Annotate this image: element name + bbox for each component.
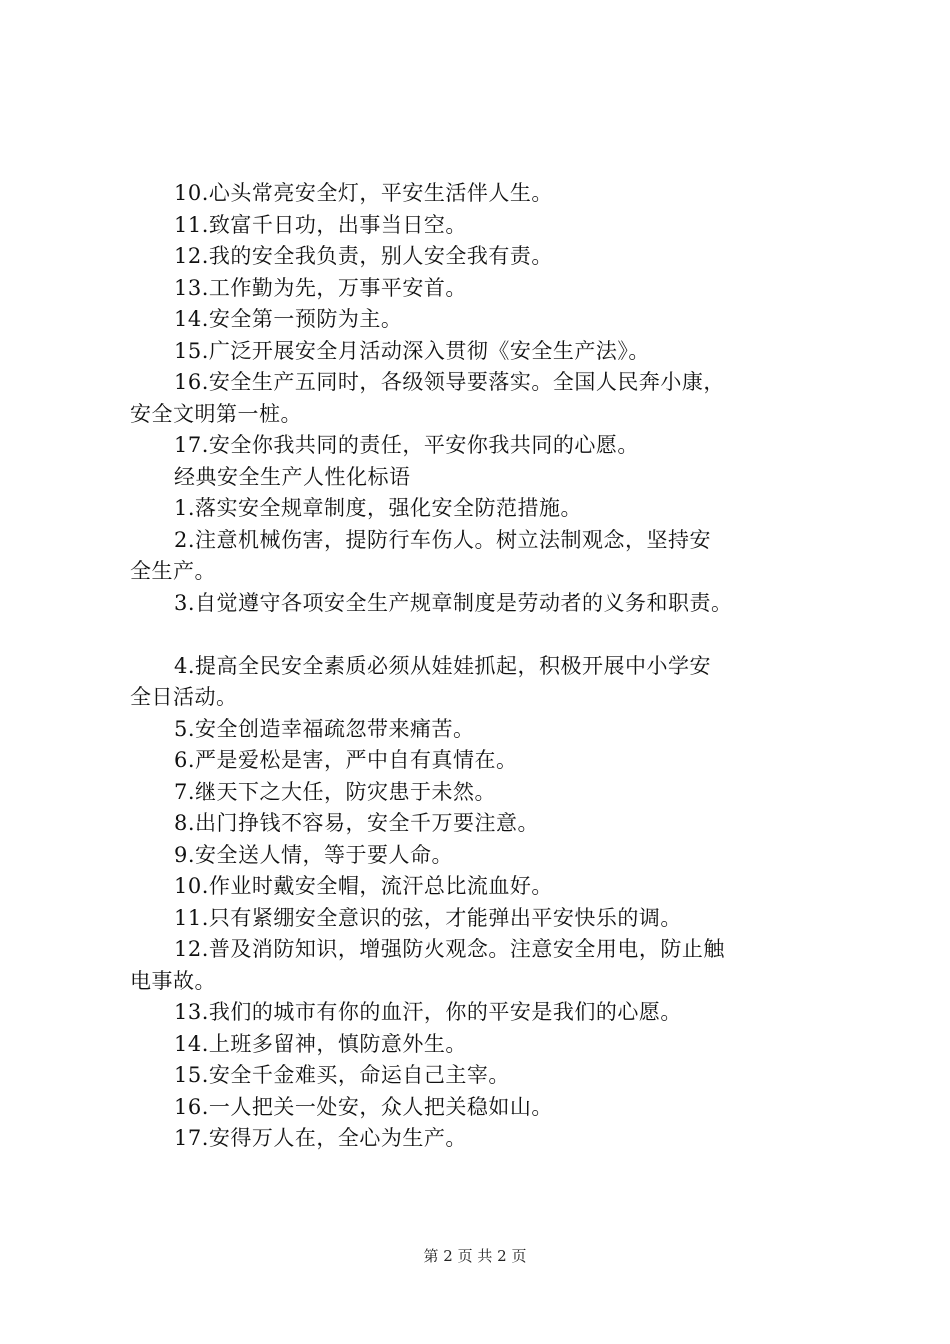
slogan-line: 1.落实安全规章制度，强化安全防范措施。 bbox=[174, 496, 583, 520]
slogan-line: 6.严是爱松是害，严中自有真情在。 bbox=[174, 748, 518, 772]
slogan-line: 7.继天下之大任，防灾患于未然。 bbox=[174, 779, 497, 804]
slogan-line: 2.注意机械伤害，提防行车伤人。树立法制观念，坚持安 bbox=[174, 527, 712, 552]
slogan-line: 13.我们的城市有你的血汗，你的平安是我们的心愿。 bbox=[174, 1000, 682, 1024]
slogan-line: 14.安全第一预防为主。 bbox=[174, 307, 403, 331]
slogan-line: 3.自觉遵守各项安全生产规章制度是劳动者的义务和职责。 bbox=[174, 590, 733, 615]
slogan-line: 9.安全送人情，等于要人命。 bbox=[174, 842, 454, 867]
slogan-line-continuation: 电事故。 bbox=[130, 968, 216, 993]
slogan-line: 4.提高全民安全素质必须从娃娃抓起，积极开展中小学安 bbox=[174, 653, 712, 678]
document-body bbox=[130, 178, 840, 1155]
blank-line bbox=[130, 619, 840, 651]
slogan-line: 8.出门挣钱不容易，安全千万要注意。 bbox=[174, 811, 540, 835]
slogan-line: 12.普及消防知识，增强防火观念。注意安全用电，防止触 bbox=[174, 937, 725, 961]
slogan-line: 14.上班多留神，慎防意外生。 bbox=[174, 1031, 467, 1056]
slogan-line-continuation: 全生产。 bbox=[130, 559, 216, 583]
slogan-line: 16.一人把关一处安，众人把关稳如山。 bbox=[174, 1094, 553, 1119]
section-heading: 经典安全生产人性化标语 bbox=[174, 464, 411, 489]
slogan-line: 10.作业时戴安全帽，流汗总比流血好。 bbox=[174, 874, 553, 898]
page-footer: 第 2 页 共 2 页 bbox=[423, 1247, 527, 1265]
slogan-line: 13.工作勤为先，万事平安首。 bbox=[174, 275, 467, 300]
slogan-line-continuation: 全日活动。 bbox=[130, 685, 238, 709]
slogan-line: 17.安全你我共同的责任，平安你我共同的心愿。 bbox=[174, 433, 639, 457]
slogan-line: 11.只有紧绷安全意识的弦，才能弹出平安快乐的调。 bbox=[174, 905, 682, 930]
slogan-line: 5.安全创造幸福疏忽带来痛苦。 bbox=[174, 716, 475, 741]
slogan-line: 11.致富千日功，出事当日空。 bbox=[174, 212, 467, 237]
slogan-line: 10.心头常亮安全灯，平安生活伴人生。 bbox=[174, 181, 553, 205]
slogan-line: 15.广泛开展安全月活动深入贯彻《安全生产法》。 bbox=[174, 338, 650, 363]
slogan-line-continuation: 安全文明第一桩。 bbox=[130, 401, 302, 426]
slogan-line: 16.安全生产五同时，各级领导要落实。全国人民奔小康， bbox=[174, 370, 725, 394]
slogan-line: 12.我的安全我负责，别人安全我有责。 bbox=[174, 244, 553, 268]
slogan-line: 17.安得万人在，全心为生产。 bbox=[174, 1126, 467, 1150]
slogan-line: 15.安全千金难买，命运自己主宰。 bbox=[174, 1063, 510, 1087]
